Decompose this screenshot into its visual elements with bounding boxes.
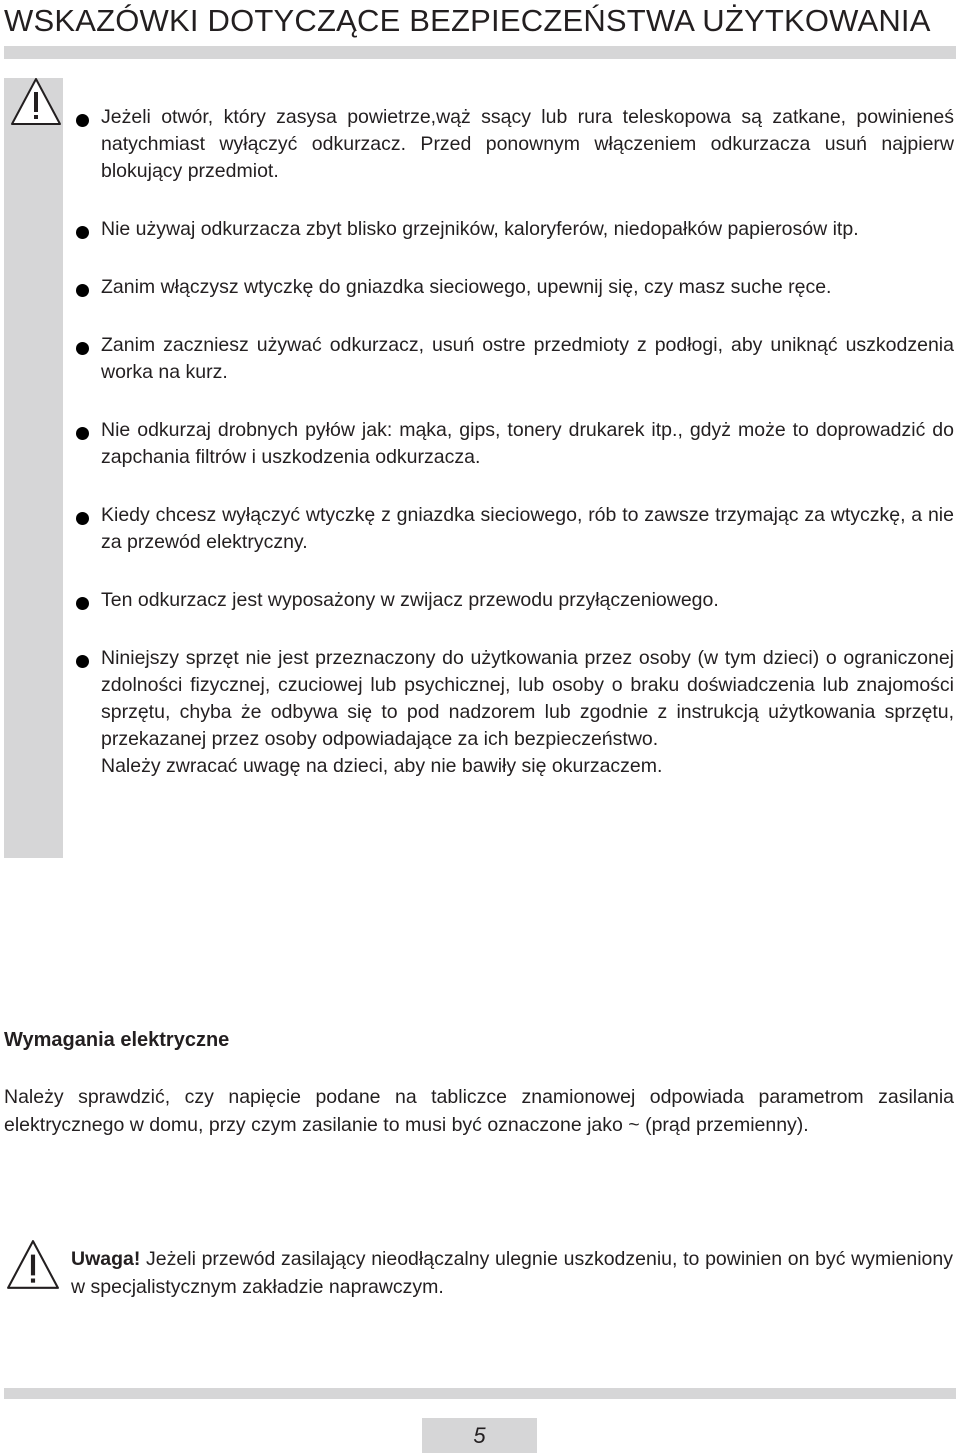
bullet-dot-icon — [76, 655, 89, 668]
warning-side-bar — [4, 78, 63, 858]
bullet-dot-icon — [76, 597, 89, 610]
list-item-text: Nie odkurzaj drobnych pyłów jak: mąka, gips, tonery drukarek itp., gdyż może to doprowadzić do zapchania filtrów i uszkodzenia odkurzacza. — [101, 419, 954, 468]
bullet-dot-icon — [76, 512, 89, 525]
list-item-text: Kiedy chcesz wyłączyć wtyczkę z gniazdka sieciowego, rób to zawsze trzymając za wtyczkę, a nie za przewód elektryczny. — [101, 504, 954, 553]
list-item — [74, 216, 954, 243]
note-text: Jeżeli przewód zasilający nieodłączalny ulegnie uszkodzeniu, to powinien on być wymieniony w specjalistycznym zakładzie naprawczym. — [71, 1248, 953, 1298]
page-number: 5 — [422, 1418, 537, 1453]
note-label: Uwaga! — [71, 1248, 141, 1270]
electrical-body: Należy sprawdzić, czy napięcie podane na tabliczce znamionowej odpowiada parametrom zasilania elektrycznego w domu, przy czym zasilanie to musi być oznaczone jako ~ (prąd przemienny). — [4, 1086, 954, 1136]
bullet-dot-icon — [76, 226, 89, 239]
list-item — [74, 274, 954, 301]
title-rule — [4, 46, 956, 59]
list-item-extra-text: Należy zwracać uwagę na dzieci, aby nie bawiły się okurzaczem. — [101, 755, 663, 777]
list-item — [74, 587, 954, 614]
list-item-text: Zanim włączysz wtyczkę do gniazdka sieciowego, upewnij się, czy masz suche ręce. — [101, 276, 832, 298]
list-item — [74, 502, 954, 556]
list-item — [74, 332, 954, 386]
page-title: WSKAZÓWKI DOTYCZĄCE BEZPIECZEŃSTWA UŻYTKOWANIA — [4, 3, 931, 38]
list-item — [74, 417, 954, 471]
warning-note — [71, 1245, 953, 1301]
list-item-text: Zanim zaczniesz używać odkurzacz, usuń ostre przedmioty z podłogi, aby uniknąć uszkodzenia worka na kurz. — [101, 334, 954, 383]
bullet-dot-icon — [76, 427, 89, 440]
list-item-text: Niniejszy sprzęt nie jest przeznaczony do użytkowania przez osoby (w tym dzieci) o ograniczonej zdolności fizycznej, czuciowej lub psychicznej, lub osoby o braku doświadczenia lub znajomości sprzętu, chyba że odbywa się to pod nadzorem lub zgodnie z instrukcją użytkowania sprzętu, przekazanej przez osoby odpowiadające za ich bezpieczeństwo. — [101, 647, 954, 750]
electrical-heading: Wymagania elektryczne — [4, 1029, 230, 1051]
list-item — [74, 645, 954, 780]
bullet-dot-icon — [76, 114, 89, 127]
list-item-text: Ten odkurzacz jest wyposażony w zwijacz przewodu przyłączeniowego. — [101, 589, 719, 611]
bullet-dot-icon — [76, 342, 89, 355]
list-item-text: Jeżeli otwór, który zasysa powietrze,wąż ssący lub rura teleskopowa są zatkane, powinieneś natychmiast wyłączyć odkurzacz. Przed ponownym włączeniem odkurzacza usuń najpierw blokujący przedmiot. — [101, 106, 954, 182]
list-item — [74, 104, 954, 185]
warning-triangle-icon — [10, 76, 62, 128]
footer-rule — [4, 1388, 956, 1399]
warning-triangle-icon — [6, 1238, 60, 1292]
safety-list — [74, 104, 954, 780]
bullet-dot-icon — [76, 284, 89, 297]
list-item-text: Nie używaj odkurzacza zbyt blisko grzejników, kaloryferów, niedopałków papierosów itp. — [101, 218, 859, 240]
